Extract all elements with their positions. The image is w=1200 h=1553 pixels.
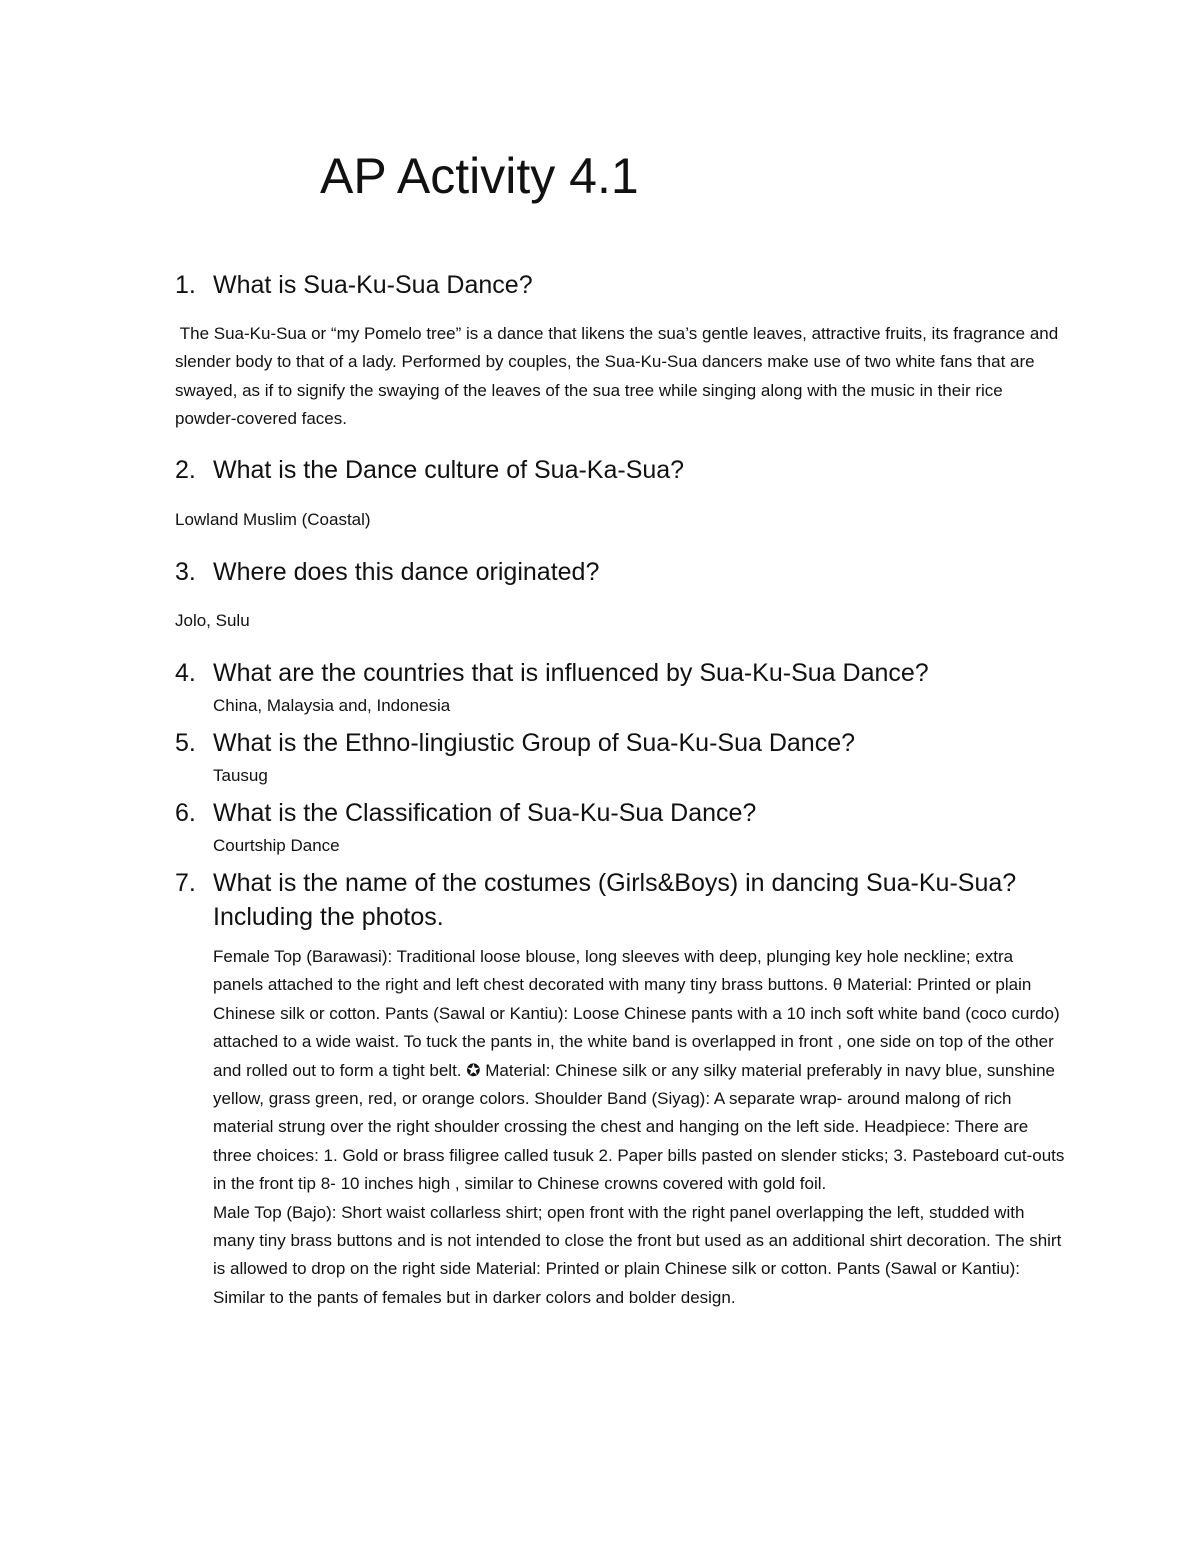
question-text: What is the Ethno-lingiustic Group of Sua-Ku-Sua Dance? xyxy=(213,729,856,757)
question-number: 3. xyxy=(175,558,196,586)
question-number: 6. xyxy=(175,799,196,827)
answer-2: Lowland Muslim (Coastal) xyxy=(175,510,371,529)
question-text: What is Sua-Ku-Sua Dance? xyxy=(213,271,533,299)
question-number: 1. xyxy=(175,271,196,299)
question-5 xyxy=(175,726,1095,760)
answer-1: The Sua-Ku-Sua or “my Pomelo tree” is a dance that likens the sua’s gentle leaves, attractive fruits, its fragrance and slender body to that of a lady. Performed by couples, the Sua-Ku-Sua dancers make use of two white fans that are swayed, as if to signify the swaying of the leaves of the sua tree while singing along with the music in their rice powder-covered faces. xyxy=(175,324,1063,429)
question-3 xyxy=(175,555,1095,589)
answer-7 xyxy=(213,943,1065,1312)
question-number: 7. xyxy=(175,869,196,897)
question-6 xyxy=(175,796,1095,830)
answer-5: Tausug xyxy=(213,766,268,785)
male-costume-description: Male Top (Bajo): Short waist collarless shirt; open front with the right panel overlapping the left, studded with many tiny brass buttons and is not intended to close the front but used as an additional shirt decoration. The shirt is allowed to drop on the right side Material: Printed or plain Chinese silk or cotton. Pants (Sawal or Kantiu): Similar to the pants of females but in darker colors and bolder design. xyxy=(213,1202,1062,1307)
question-1 xyxy=(175,268,1095,302)
question-7 xyxy=(175,866,1095,934)
question-4 xyxy=(175,656,1095,690)
question-2 xyxy=(175,453,1095,487)
question-number: 2. xyxy=(175,456,196,484)
question-number: 5. xyxy=(175,729,196,757)
answer-6: Courtship Dance xyxy=(213,836,340,855)
question-number: 4. xyxy=(175,659,196,687)
question-text: What is the Classification of Sua-Ku-Sua Dance? xyxy=(213,799,757,827)
female-costume-description: Female Top (Barawasi): Traditional loose blouse, long sleeves with deep, plunging key hole neckline; extra panels attached to the right and left chest decorated with many tiny brass buttons. θ Material: Printed or plain Chinese silk or cotton. Pants (Sawal or Kantiu): Loose Chinese pants with a 10 inch soft white band (coco curdo) attached to a wide waist. To tuck the pants in, the white band is overlapped in front , one side on top of the other and rolled out to form a tight belt. ✪ Material: Chinese silk or any silky material preferably in navy blue, sunshine yellow, grass green, red, or orange colors. Shoulder Band (Siyag): A separate wrap- around malong of rich material strung over the right shoulder crossing the chest and hanging on the left side. Headpiece: There are three choices: 1. Gold or brass filigree called tusuk 2. Paper bills pasted on slender sticks; 3. Pasteboard cut-outs in the front tip 8- 10 inches high , similar to Chinese crowns covered with gold foil. xyxy=(213,947,1065,1194)
question-text: Where does this dance originated? xyxy=(213,558,600,586)
answer-4: China, Malaysia and, Indonesia xyxy=(213,696,451,715)
question-text: What is the Dance culture of Sua-Ka-Sua? xyxy=(213,456,685,484)
question-text: What are the countries that is influenced by Sua-Ku-Sua Dance? xyxy=(213,659,929,687)
page-title: AP Activity 4.1 xyxy=(320,148,639,204)
question-text: What is the name of the costumes (Girls&Boys) in dancing Sua-Ku-Sua? Including the photos. xyxy=(213,869,1017,931)
answer-3: Jolo, Sulu xyxy=(175,611,250,630)
